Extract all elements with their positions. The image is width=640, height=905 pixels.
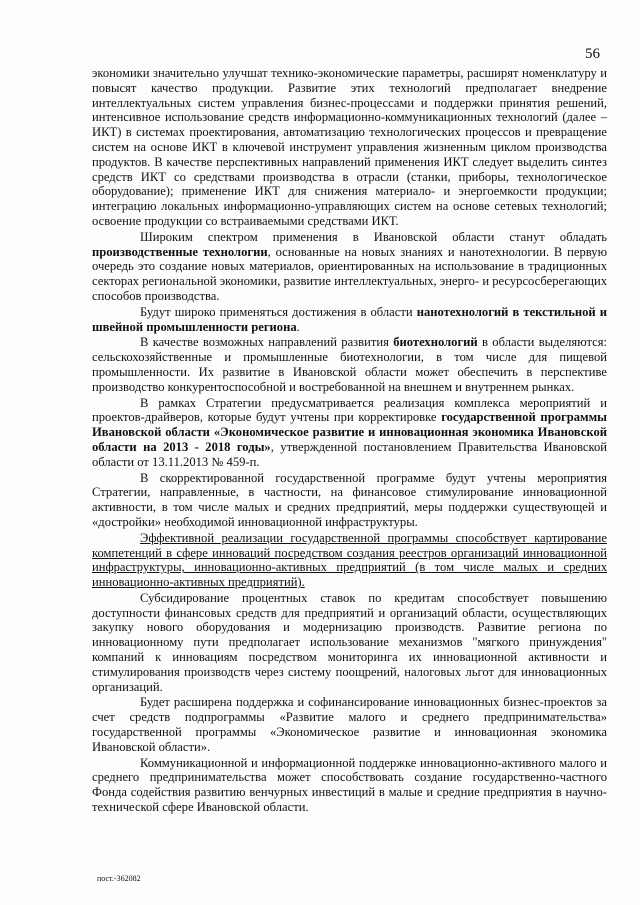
bold-term: нанотехнологий в текстильной и швейной промышленности региона [92,304,607,334]
bold-term: государственной программы Ивановской области «Экономическое развитие и инновационная экономика Ивановской области на 2013 - 2018 годы» [92,410,607,454]
bold-term: биотехнологий [393,335,478,350]
paragraph-venture-fund: Коммуникационной и информационной поддержке инновационно-активного малого и среднего предпринимательства может способствовать создание государственно-частного Фонда содействия развитию венчурных инвестиций в малые и средние предприятия в научно-технической сфере Ивановской области. [92,755,607,815]
page-number: 56 [585,46,600,62]
paragraph-biotechnologies: В качестве возможных направлений развития биотехнологий в области выделяются: сельскохозяйственные и промышленные биотехнологии, в том числе для пищевой промышленности. Их развитие в Ивановской области может обеспечить в перспективе производство конкурентоспособной и востребованной на внешнем и внутреннем рынках. [92,335,607,394]
body-text [92,66,607,816]
paragraph-competence-mapping [92,531,607,590]
paragraph-strategy-program: В рамках Стратегии предусматривается реализация комплекса мероприятий и проектов-драйверов, которые будут учтены при корректировке государственной программы Ивановской области «Экономическое развитие и инновационная экономика Ивановской области на 2013 - 2018 годы», утвержденной постановлением Правительства Ивановской области от 13.11.2013 № 459-п. [92,395,607,469]
underlined-text: Эффективной реализации государственной программы способствует картирование компетенций в сфере инноваций посредством создания реестров организаций инновационной инфраструктуры, инновационно-активных предприятий (в том числе малых и средних инновационно-активных предприятий). [92,530,607,590]
paragraph-adjusted-program: В скорректированной государственной программе будут учтены мероприятия Стратегии, направленные, в частности, на финансовое стимулирование инновационной активности, в том числе малых и средних предприятий, меры поддержки существующей и «достройки» необходимой инновационной инфраструктуры. [92,470,607,529]
paragraph-business-support: Будет расширена поддержка и софинансирование инновационных бизнес-проектов за счет средств подпрограммы «Развитие малого и среднего предпринимательства» государственной программы «Экономическое развитие и инновационная экономика Ивановской области». [92,695,607,754]
paragraph-production-technologies: Широким спектром применения в Ивановской области станут обладать производственные технологии, основанные на новых знаниях и нанотехнологии. В первую очередь это создание новых материалов, ориентированных на использование в традиционных секторах региональной экономики, развитие интеллектуальных, энерго- и ресурсосберегающих способов производства. [92,229,607,303]
paragraph-nanotechnologies: Будут широко применяться достижения в области нанотехнологий в текстильной и швейной промышленности региона. [92,304,607,334]
bold-term: производственные технологии [92,244,268,259]
paragraph-interest-subsidies: Субсидирование процентных ставок по кредитам способствует повышению доступности финансовых средств для предприятий и организаций области, осуществляющих закупку нового оборудования и модернизацию производств. Развитие региона по инновационному пути предполагает использование механизмов "мягкого принуждения" компаний к инновациям посредством мониторинга их инновационной активности и стимулирования производств через систему поощрений, налоговых льгот для инновационных организаций. [92,590,607,694]
paragraph-ict: экономики значительно улучшат технико-экономические параметры, расширят номенклатуру и повысят качество продукции. Развитие этих технологий предполагает внедрение интеллектуальных систем управления бизнес-процессами и поддержки принятия решений, интенсивное использование средств информационно-коммуникационных технологий (далее – ИКТ) в системах проектирования, автоматизацию технологических процессов и превращение систем на основе ИКТ в ключевой инструмент управления жизненным циклом производства продуктов. В качестве перспективных направлений применения ИКТ следует выделить синтез средств ИКТ со средствами производства в отрасли (станки, приборы, технологическое оборудование); применение ИКТ для снижения материало- и энергоемкости продукции; интеграцию локальных информационно-управляющих систем на основе сетевых технологий; освоение продукции со встраиваемыми средствами ИКТ. [92,66,607,228]
footer-code: пост.-362082 [97,874,141,883]
